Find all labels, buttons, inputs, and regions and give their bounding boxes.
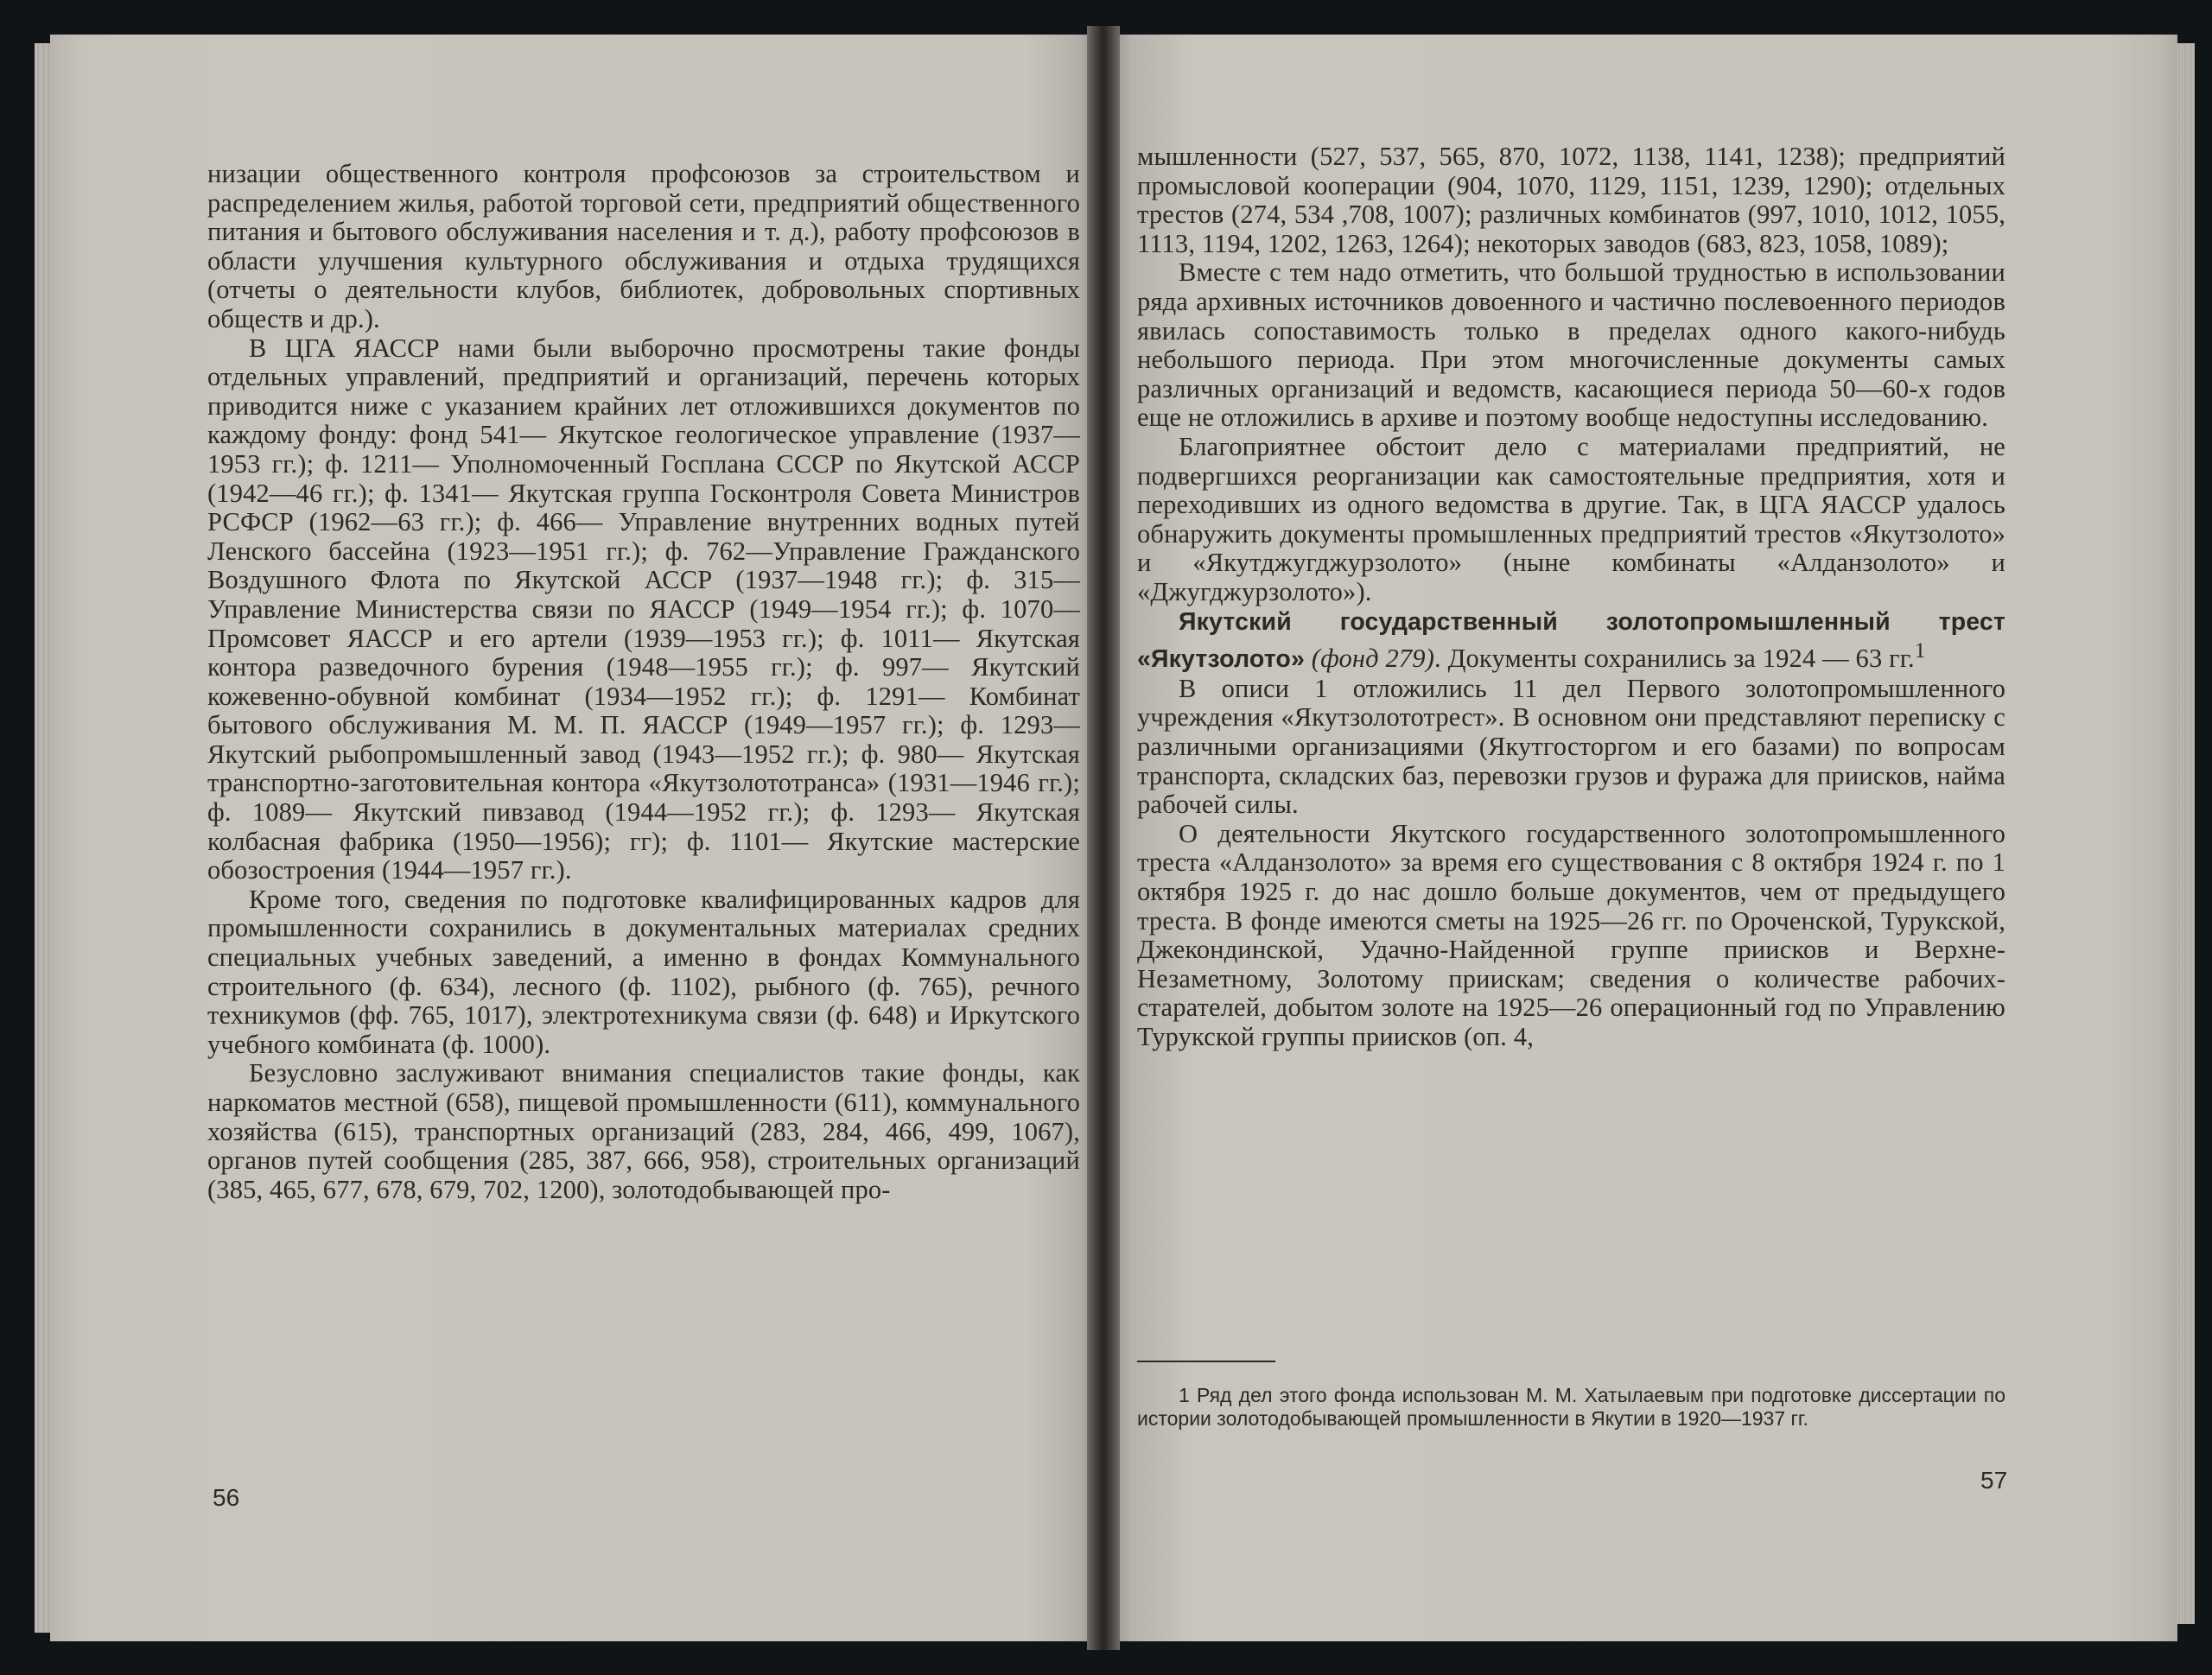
section-heading-paragraph (1137, 607, 2005, 675)
section-heading-name: «Якутзолото» (1137, 645, 1305, 674)
left-paragraph-4: Безусловно заслуживают внимания специалистов такие фонды, как наркоматов местной (658), пищевой промышленности (611), коммунального хозяйства (615), транспортных организаций (283, 284, 466, 499, 1067), органов путей сообщения (285, 387, 666, 958), строительных организаций (385, 465, 677, 678, 679, 702, 1200), золотодобывающей про- (207, 1058, 1080, 1204)
book-gutter (1087, 26, 1120, 1650)
right-page-text (1137, 143, 2005, 1052)
right-paragraph-1: мышленности (527, 537, 565, 870, 1072, 1138, 1141, 1238); предприятий промысловой кооперации (904, 1070, 1129, 1151, 1239, 1290); отдельных трестов (274, 534 ,708, 1007); различных комбинатов (997, 1010, 1012, 1055, 1113, 1194, 1202, 1263, 1264); некоторых заводов (683, 823, 1058, 1089); (1137, 142, 2005, 258)
section-dates: . Документы сохранились за 1924 — 63 гг. (1434, 644, 1915, 674)
left-page-text (207, 160, 1080, 1204)
footnote: 1 Ряд дел этого фонда использован М. М. Хатылаевым при подготовке диссертации по истории золотодобывающей промышленности в Якутии в 1920—1937 гг. (1137, 1384, 2005, 1430)
right-paragraph-4: В описи 1 отложились 11 дел Первого золотопромышленного учреждения «Якутзолототрест». В основном они представляют переписку с различными организациями (Якутгосторгом и его базами) по вопросам транспорта, складских баз, перевозки грузов и фуража для приисков, найма рабочей силы. (1137, 673, 2005, 820)
left-paragraph-3: Кроме того, сведения по подготовке квалифицированных кадров для промышленности сохранились в документальных материалах средних специальных учебных заведений, а именно в фондах Коммунального строительного (ф. 634), лесного (ф. 1102), рыбного (ф. 765), речного техникумов (фф. 765, 1017), электротехникума связи (ф. 648) и Иркутского учебного комбината (ф. 1000). (207, 884, 1080, 1059)
right-paragraph-3: Благоприятнее обстоит дело с материалами предприятий, не подвергшихся реорганизации как самостоятельные предприятия, хотя и переходивших из одного ведомства в другие. Так, в ЦГА ЯАССР удалось обнаружить документы промышленных предприятий трестов «Якутзолото» и «Якутджугджурзолото» (ныне комбинаты «Алданзолото» и «Джугджурзолото»). (1137, 431, 2005, 606)
footnote-divider (1137, 1361, 1275, 1362)
page-number-left: 56 (213, 1484, 240, 1511)
left-paragraph-1: низации общественного контроля профсоюзов за строительством и распределением жилья, работой торговой сети, предприятий общественного питания и бытового обслуживания населения и т. д.), работу профсоюзов в области улучшения культурного обслуживания и отдыха трудящихся (отчеты о деятельности клубов, библиотек, добровольных спортивных обществ и др.). (207, 159, 1080, 333)
section-fond: (фонд 279) (1311, 644, 1435, 674)
footnote-marker: 1 (1914, 638, 1926, 663)
left-paragraph-2: В ЦГА ЯАССР нами были выборочно просмотрены такие фонды отдельных управлений, предприятий и организаций, перечень которых приводится ниже с указанием крайних лет отложившихся документов по каждому фонду: фонд 541— Якутское геологическое управление (1937—1953 гг.); ф. 1211— Уполномоченный Госплана СССР по Якутской АССР (1942—46 гг.); ф. 1341— Якутская группа Госконтроля Совета Министров РСФСР (1962—63 гг.); ф. 466— Управление внутренних водных путей Ленского бассейна (1923—1951 гг.); ф. 762—Управление Гражданского Воздушного Флота по Якутской АССР (1937—1948 гг.); ф. 315— Управление Министерства связи по ЯАССР (1949—1954 гг.); ф. 1070— Промсовет ЯАССР и его артели (1939—1953 гг.); ф. 1011— Якутская контора разведочного бурения (1948—1955 гг.); ф. 997— Якутский кожевенно-обувной комбинат (1934—1952 гг.); ф. 1291— Комбинат бытового обслуживания М. М. П. ЯАССР (1949—1957 гг.); ф. 1293— Якутский рыбопромышленный завод (1943—1952 гг.); ф. 980— Якутская транспортно-заготовительная контора «Якутзолототранса» (1931—1946 гг.); ф. 1089— Якутский пивзавод (1944—1952 гг.); ф. 1293— Якутская колбасная фабрика (1950—1956); гг); ф. 1101— Якутские мастерские обозостроения (1944—1957 гг.). (207, 333, 1080, 885)
page-number-right: 57 (1980, 1467, 2008, 1494)
right-paragraph-2: Вместе с тем надо отметить, что большой трудностью в использовании ряда архивных источников довоенного и частично послевоенного периодов явилась сопоставимость только в пределах одного какого-нибудь небольшого периода. При этом многочисленные документы самых различных организаций и ведомств, касающиеся периода 50—60-х годов еще не отложились в архиве и поэтому вообще недоступны исследованию. (1137, 257, 2005, 433)
section-heading: Якутский государственный золотопромышленный трест (1179, 607, 2005, 636)
right-paragraph-5: О деятельности Якутского государственного золотопромышленного треста «Алданзолото» за время его существования с 8 октября 1924 г. по 1 октября 1925 г. до нас дошло больше документов, чем от предыдущего треста. В фонде имеются сметы на 1925—26 гг. по Ороченской, Турукской, Джекондинской, Удачно-Найденной группе приисков и Верхне-Незаметному, Золотому приискам; сведения о количестве рабочих-старателей, добытом золоте на 1925—26 операционный год по Управлению Турукской группы приисков (оп. 4, (1137, 818, 2005, 1051)
